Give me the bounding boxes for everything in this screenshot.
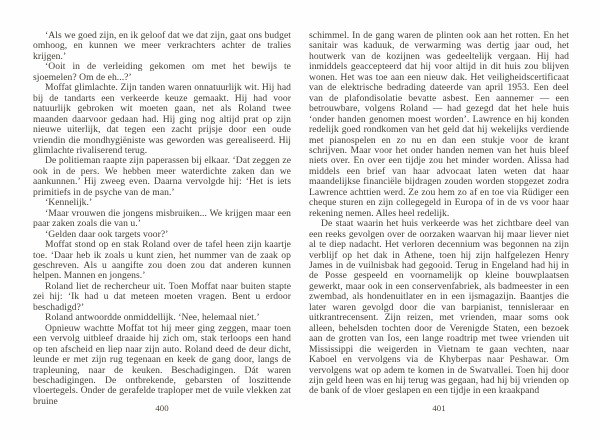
paragraph: Roland liet de rechercheur uit. Toen Moffat naar buiten stapte zei hij: ‘Ik had u dat meteen moeten vragen. Bent u erdoor beschadigd?’	[33, 280, 291, 313]
left-page	[33, 31, 291, 407]
paragraph: Opnieuw wachtte Moffat tot hij meer ging zeggen, maar toen een vervolg uitbleef draaide hij zich om, stak terloops een hand op ten afscheid en liep naar zijn auto. Roland deed de deur dicht, leunde er met zijn rug tegenaan en keek de gang door, langs de trapleuning, naar de keuken. Beschadigingen. Dát waren beschadigingen. De ontbrekende, gebarsten of loszittende vloertegels. Onder de gerafelde traploper met de vuile vlekken zat bruine	[33, 322, 291, 407]
paragraph: Moffat stond op en stak Roland over de tafel heen zijn kaartje toe. ‘Daar heb ik zoals u kunt zien, het nummer van de zaak op geschreven. Als u aangifte zou doen zou dat anderen kunnen helpen. Mannen en jongens.’	[33, 239, 291, 282]
paragraph: ‘Gelden daar ook targets voor?’	[45, 228, 169, 240]
paragraph: Moffat glimlachte. Zijn tanden waren onnatuurlijk wit. Hij had bij de tandarts een verkeerde keuze gemaakt. Hij had voor natuurlijk gebroken wit moeten gaan, net als Roland twee maanden daarvoor gedaan had. Hij ging nog altijd prat op zijn nieuwe uiterlijk, dat tegen een zacht prijsje door een oude vriendin die mondhygiëniste was geworden was gerealiseerd. Hij glimlachte rivaliserend terug.	[33, 82, 291, 156]
paragraph: ‘Maar vrouwen die jongens misbruiken... We krijgen maar een paar zaken zoals die van u.’	[33, 207, 291, 230]
paragraph: De staat waarin het huis verkeerde was het zichtbare deel van een reeks gevolgen over de oorzaken waarvan hij maar liever niet al te diep nadacht. Het verloren decennium was begonnen na zijn verblijf op het dak in Athene, toen hij zijn halfgelezen Henry James in de vuilnisbak had gegooid. Terug in Engeland had hij in de Posse gespeeld en voornamelijk op kleine bouwplaatsen gewerkt, maar ook in een conservenfabriek, als badmeester in een zwembad, als hondenuitlater en in een ijsmagazijn. Baantjes die later waren gevolgd door die van barpianist, tennisleraar en uitkrantrecensent. Zijn reizen, met vrienden, maar soms ook alleen, behelsden tochten door de Verenigde Staten, een bezoek aan de grotten van Ios, een lange roadtrip met twee vrienden uit Mississippi die weigerden in Vietnam te gaan vechten, naar Kaboel en vervolgens via de Khyberpas naar Peshawar. Om vervolgens wat op adem te komen in de Swatvallei. Toen hij door zijn geld heen was en hij terug was gegaan, had hij bij vrienden op de bank of de vloer geslapen en een tijdje in een kraakpand	[309, 218, 569, 397]
left-page-number: 400	[155, 403, 169, 413]
paragraph: ‘Als we goed zijn, en ik geloof dat we dat zijn, gaat ons budget omhoog, en kunnen we meer verkrachters achter de tralies krijgen.’	[33, 30, 291, 62]
paragraph: schimmel. In de gang waren de plinten ook aan het rotten. En het sanitair was kaduuk, de verwarming was dertig jaar oud, het houtwerk van de kozijnen was gedeeltelijk vergaan. Hij had inmiddels geaccepteerd dat hij voor altijd in dit huis zou blijven wonen. Het was toe aan een nieuw dak. Het veiligheidscertificaat van de elektrische bedrading dateerde van april 1953. Een deel van de plafondisolatie bevatte asbest. Een aannemer — een betrouwbare, volgens Roland — had gezegd dat het hele huis ‘onder handen genomen moest worden’. Lawrence en hij konden redelijk goed rondkomen van het geld dat hij wekelijks verdiende met pianospelen en zo nu en dan een stukje voor de krant schrijven. Maar voor het onder handen nemen van het huis bleef niets over. En over een tijdje zou het minder worden. Alissa had middels een brief van haar advocaat laten weten dat haar maandelijkse financiële bijdragen zouden worden stopgezet zodra Lawrence achttien werd. Ze zou hem zo af en toe via Rüdiger een cheque sturen en zijn collegegeld in Europa of in de vs voor haar rekening nemen. Alles heel redelijk.	[309, 30, 569, 219]
paragraph: ‘Kennelijk.’	[45, 197, 93, 209]
paragraph: De politieman raapte zijn paperassen bij elkaar. ‘Dat zeggen ze ook in de pers. We hebben meer waterdichte zaken dan we aankunnen.’ Hij zweeg even. Daarna vervolgde hij: ‘Het is iets primitiefs in de psyche van de man.’	[33, 155, 291, 198]
right-page	[309, 31, 569, 397]
paragraph: ‘Ooit in de verleiding gekomen om met het bewijs te sjoemelen? Om de eh...?’	[33, 61, 291, 83]
paragraph: Roland antwoordde onmiddellijk. ‘Nee, helemaal niet.’	[45, 312, 260, 324]
right-page-number: 401	[432, 403, 446, 413]
